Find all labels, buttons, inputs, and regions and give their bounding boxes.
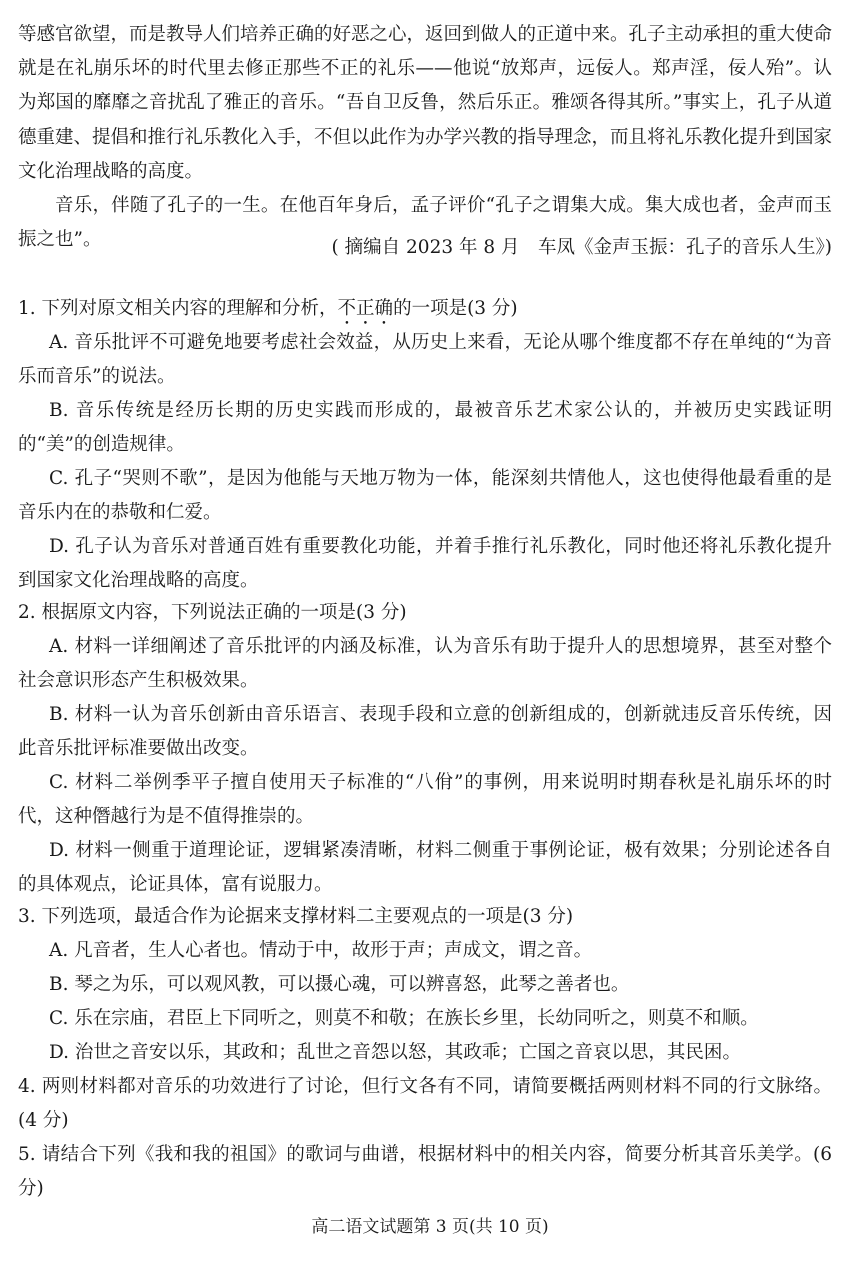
question-3-option-b: B. 琴之为乐，可以观风教，可以摄心魂，可以辨喜怒，此琴之善者也。 <box>49 974 630 995</box>
question-1-option-d: D. 孔子认为音乐对普通百姓有重要教化功能，并着手推行礼乐教化，同时他还将礼乐教化提升到国家文化治理战略的高度。 <box>18 536 832 592</box>
question-2-option-a: A. 材料一详细阐述了音乐批评的内涵及标准，认为音乐有助于提升人的思想境界，甚至对整个社会意识形态产生积极效果。 <box>18 636 832 692</box>
question-3-option-c: C. 乐在宗庙，君臣上下同听之，则莫不和敬；在族长乡里，长幼同听之，则莫不和顺。 <box>49 1008 759 1029</box>
question-2-option-b: B. 材料一认为音乐创新由音乐语言、表现手段和立意的创新组成的，创新就违反音乐传统，因此音乐批评标准要做出改变。 <box>18 704 832 760</box>
question-4: 4. 两则材料都对音乐的功效进行了讨论，但行文各有不同，请简要概括两则材料不同的行文脉络。(4 分) <box>18 1076 832 1132</box>
question-3-option-d: D. 治世之音安以乐，其政和；乱世之音怨以怒，其政乖；亡国之音哀以思，其民困。 <box>49 1042 741 1063</box>
question-1-stem-start: 1. 下列对原文相关内容的理解和分析， <box>18 298 338 319</box>
question-1-emphasis: 不正确 <box>337 298 394 319</box>
question-1-option-a: A. 音乐批评不可避免地要考虑社会效益，从历史上来看，无论从哪个维度都不存在单纯的“为音乐而音乐”的说法。 <box>18 332 832 388</box>
question-1-option-c: C. 孔子“哭则不歌”，是因为他能与天地万物为一体，能深刻共情他人，这也使得他最看重的是音乐内在的恭敬和仁爱。 <box>18 468 832 524</box>
question-5: 5. 请结合下列《我和我的祖国》的歌词与曲谱，根据材料中的相关内容，简要分析其音乐美学。(6 分) <box>18 1144 832 1200</box>
intro-paragraph-2: 音乐，伴随了孔子的一生。在他百年身后，孟子评价“孔子之谓集大成。集大成也者，金声而玉振之也”。 <box>18 195 832 251</box>
page-footer: 高二语文试题第 3 页(共 10 页) <box>311 1217 549 1237</box>
question-1-option-b: B. 音乐传统是经历长期的历史实践而形成的，最被音乐艺术家公认的，并被历史实践证明的“美”的创造规律。 <box>18 400 832 456</box>
intro-paragraph-1: 等感官欲望，而是教导人们培养正确的好恶之心，返回到做人的正道中来。孔子主动承担的重大使命就是在礼崩乐坏的时代里去修正那些不正的礼乐——他说“放郑声，远佞人。郑声淫，佞人殆”。认为郑国的靡靡之音扰乱了雅正的音乐。“吾自卫反鲁，然后乐正。雅颂各得其所。”事实上，孔子从道德重建、提倡和推行礼乐教化入手，不但以此作为办学兴教的指导理念，而且将礼乐教化提升到国家文化治理战略的高度。 <box>18 24 833 182</box>
question-3-stem: 3. 下列选项，最适合作为论据来支撑材料二主要观点的一项是(3 分) <box>18 906 574 927</box>
source-citation: ( 摘编自 2023 年 8 月 车凤《金声玉振：孔子的音乐人生》) <box>331 237 832 258</box>
question-2-option-d: D. 材料一侧重于道理论证，逻辑紧凑清晰，材料二侧重于事例论证，极有效果；分别论述各自的具体观点，论证具体，富有说服力。 <box>18 840 832 896</box>
question-1-stem-end: 的一项是(3 分) <box>393 298 518 319</box>
question-2-option-c: C. 材料二举例季平子擅自使用天子标准的“八佾”的事例，用来说明时期春秋是礼崩乐坏的时代，这种僭越行为是不值得推崇的。 <box>18 772 832 828</box>
question-2-stem: 2. 根据原文内容，下列说法正确的一项是(3 分) <box>18 602 407 623</box>
question-3-option-a: A. 凡音者，生人心者也。情动于中，故形于声；声成文，谓之音。 <box>49 940 593 961</box>
question-1-stem <box>18 292 832 329</box>
